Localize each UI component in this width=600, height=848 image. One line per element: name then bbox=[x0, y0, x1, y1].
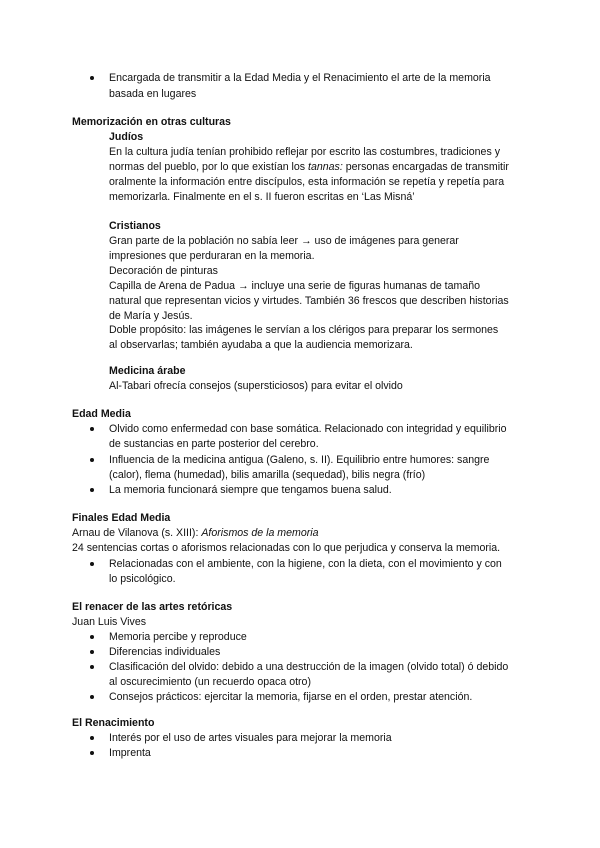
bullet-text: Diferencias individuales bbox=[109, 646, 221, 658]
bullet-dot bbox=[90, 751, 94, 755]
subheading-judios: Judíos bbox=[109, 131, 144, 143]
bullet-dot bbox=[90, 665, 94, 669]
text: Arnau de Vilanova (s. XIII): bbox=[72, 527, 202, 539]
bullet-dot bbox=[90, 488, 94, 492]
paragraph-line: 24 sentencias cortas o aforismos relacionadas con lo que perjudica y conserva la memoria. bbox=[72, 542, 501, 554]
section-heading: El renacer de las artes retóricas bbox=[72, 601, 233, 613]
bullet-text: Clasificación del olvido: debido a una destrucción de la imagen (olvido total) ó debido bbox=[109, 661, 509, 673]
text: personas encargadas de transmitir bbox=[342, 161, 509, 173]
paragraph-line: Decoración de pinturas bbox=[109, 265, 218, 277]
paragraph-line: al observarlas; también ayudaba a que la audiencia memorizara. bbox=[109, 339, 413, 351]
bullet-dot bbox=[90, 695, 94, 699]
section-heading: Edad Media bbox=[72, 408, 131, 420]
paragraph-line: oralmente la información entre discípulos, esta información se repetía y repetía para bbox=[109, 176, 505, 188]
bullet-dot bbox=[90, 562, 94, 566]
paragraph-line: Capilla de Arena de Padua → incluye una serie de figuras humanas de tamaño bbox=[109, 280, 481, 292]
subheading-cristianos: Cristianos bbox=[109, 220, 161, 232]
bullet-dot bbox=[90, 76, 94, 80]
bullet-text: Interés por el uso de artes visuales para mejorar la memoria bbox=[109, 732, 392, 744]
bullet-text: lo psicológico. bbox=[109, 573, 176, 585]
paragraph-line: natural que representan vicios y virtudes. También 36 frescos que describen historias bbox=[109, 295, 509, 307]
bullet-text: Olvido como enfermedad con base somática. Relacionado con integridad y equilibrio bbox=[109, 423, 507, 435]
bullet-text: Influencia de la medicina antigua (Galeno, s. II). Equilibrio entre humores: sangre bbox=[109, 454, 490, 466]
bullet-text: al oscurecimiento (un recuerdo opaca otro) bbox=[109, 676, 311, 688]
paragraph-line: Al-Tabari ofrecía consejos (supersticiosos) para evitar el olvido bbox=[109, 380, 403, 392]
bullet-text: de sustancias en parte posterior del cerebro. bbox=[109, 438, 319, 450]
bullet-text: Encargada de transmitir a la Edad Media y el Renacimiento el arte de la memoria bbox=[109, 72, 491, 84]
paragraph-line: impresiones que perduraran en la memoria. bbox=[109, 250, 315, 262]
bullet-text: Memoria percibe y reproduce bbox=[109, 631, 247, 643]
subheading-arabe: Medicina árabe bbox=[109, 365, 186, 377]
paragraph-line: Gran parte de la población no sabía leer → uso de imágenes para generar bbox=[109, 235, 459, 247]
paragraph-line: Juan Luis Vives bbox=[72, 616, 147, 628]
bullet-dot bbox=[90, 458, 94, 462]
bullet-text: (calor), flema (humedad), bilis amarilla (sequedad), bilis negra (frío) bbox=[109, 469, 426, 481]
bullet-text: La memoria funcionará siempre que tengamos buena salud. bbox=[109, 484, 392, 496]
bullet-dot bbox=[90, 736, 94, 740]
text: normas del pueblo, por lo que existían los bbox=[109, 161, 309, 173]
bullet-dot bbox=[90, 427, 94, 431]
bullet-text: Imprenta bbox=[109, 747, 151, 759]
paragraph-line: Doble propósito: las imágenes le servían a los clérigos para preparar los sermones bbox=[109, 324, 499, 336]
section-heading: El Renacimiento bbox=[72, 717, 155, 729]
paragraph-line: de María y Jesús. bbox=[109, 310, 193, 322]
bullet-dot bbox=[90, 650, 94, 654]
paragraph-line bbox=[72, 526, 319, 540]
bullet-dot bbox=[90, 635, 94, 639]
section-heading: Memorización en otras culturas bbox=[72, 116, 231, 128]
paragraph-line: memorizarla. Finalmente en el s. II fueron escritas en ‘Las Misná’ bbox=[109, 191, 415, 203]
bullet-text: Relacionadas con el ambiente, con la higiene, con la dieta, con el movimiento y con bbox=[109, 558, 502, 570]
bullet-text: Consejos prácticos: ejercitar la memoria, fijarse en el orden, prestar atención. bbox=[109, 691, 473, 703]
paragraph-line bbox=[109, 160, 509, 174]
paragraph-line: En la cultura judía tenían prohibido reflejar por escrito las costumbres, tradiciones y bbox=[109, 146, 500, 158]
italic-term: tannas: bbox=[308, 161, 343, 173]
italic-title: Aforismos de la memoria bbox=[201, 527, 319, 539]
bullet-text: basada en lugares bbox=[109, 88, 197, 100]
section-heading: Finales Edad Media bbox=[72, 512, 171, 524]
